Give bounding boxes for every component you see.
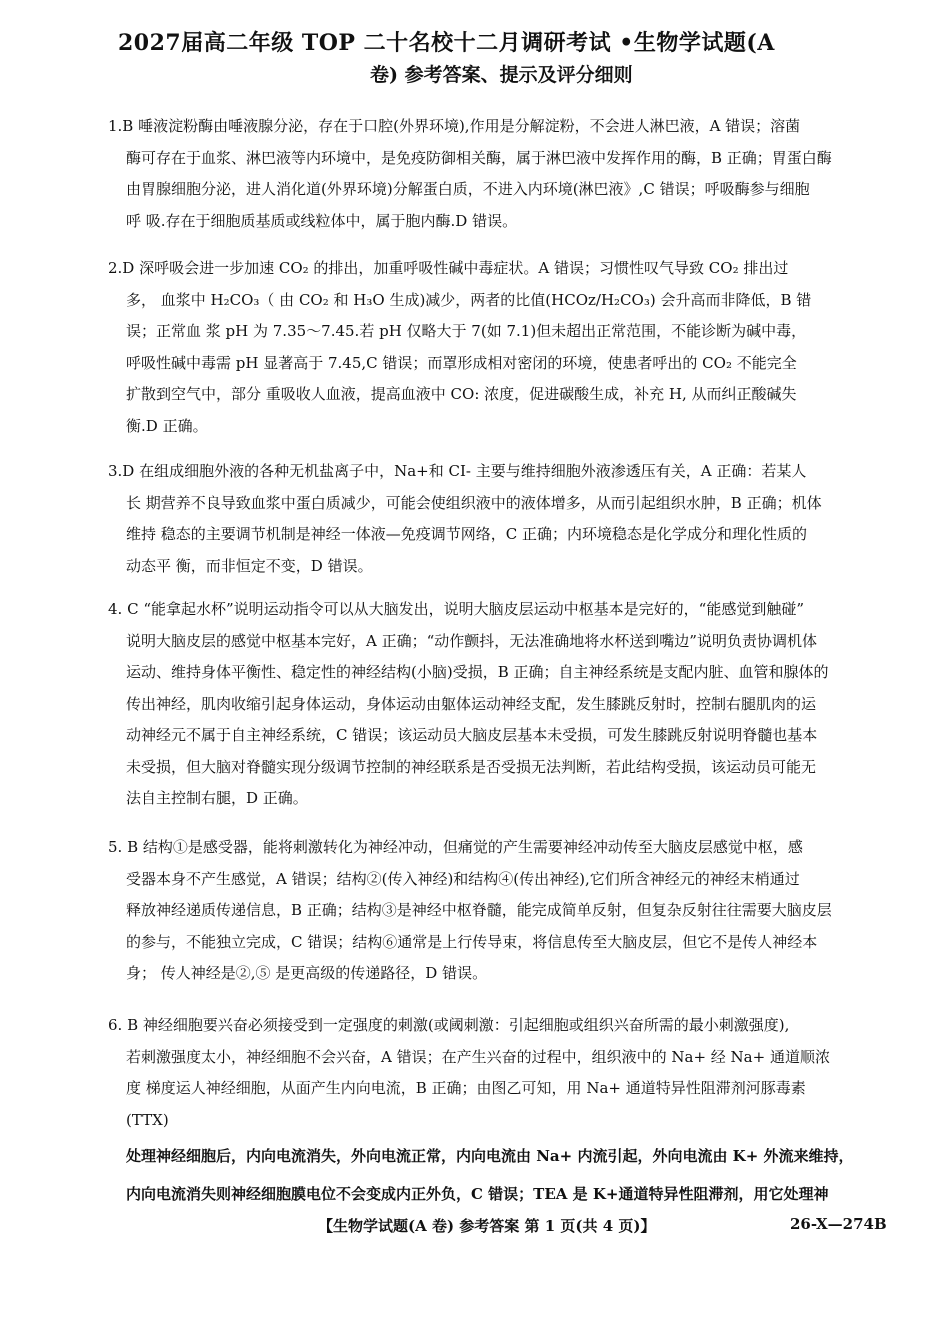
answer-line: 的参与，不能独立完成，C 错误；结构⑥通常是上行传导束，将信息传至大脑皮层，但它不是传人神经本 <box>126 932 818 951</box>
answer-line: 未受损，但大脑对脊髓实现分级调节控制的神经联系是否受损无法判断，若此结构受损，该运动员可能无 <box>126 757 817 776</box>
page-footer: 【生物学试题(A 卷) 参考答案 第 1 页(共 4 页)】 <box>318 1217 656 1235</box>
bold-answer-line: 处理神经细胞后，内向电流消失，外向电流正常，内向电流由 Na+ 内流引起，外向电流由 K+ 外流来维持， <box>126 1147 854 1165</box>
answer-line: 衡.D 正确。 <box>126 416 208 435</box>
answer-line: 长 期营养不良导致血浆中蛋白质减少，可能会使组织液中的液体增多，从而引起组织水肿，B 正确；机体 <box>126 493 822 512</box>
answer-line: 由胃腺细胞分泌，进人消化道(外界环境)分解蛋白质，不进入内环境(淋巴液》,C 错误；呼吸酶参与细胞 <box>126 180 810 198</box>
answer-line: (TTX) <box>126 1110 169 1129</box>
answer-line: 误；正常血 浆 pH 为 7.35～7.45.若 pH 仅略大于 7(如 7.1)但未超出正常范围，不能诊断为碱中毒， <box>126 322 807 340</box>
bold-answer-line: 内向电流消失则神经细胞膜电位不会变成内正外负，C 错误；TEA 是 K+通道特异性阻滞剂，用它处理神 <box>126 1185 829 1203</box>
answer-line: 3.D 在组成细胞外液的各种无机盐离子中，Na+和 CI- 主要与维持细胞外液渗透压有关，A 正确：若某人 <box>108 462 807 480</box>
answer-line: 法自主控制右腿，D 正确。 <box>126 789 308 807</box>
answer-line: 传出神经，肌肉收缩引起身体运动，身体运动由躯体运动神经支配，发生膝跳反射时，控制右腿肌肉的运 <box>126 694 817 713</box>
answer-item-1 <box>108 111 903 237</box>
document-code: 26-X—274B <box>790 1215 887 1233</box>
answer-line: 动神经元不属于自主神经系统，C 错误；该运动员大脑皮层基本未受损，可发生膝跳反射说明脊髓也基本 <box>126 726 818 744</box>
answer-line: 度 梯度运人神经细胞，从面产生内向电流，B 正确；由图乙可知，用 Na+ 通道特异性阻滞剂河豚毒素 <box>126 1079 806 1097</box>
answer-line: 说明大脑皮层的感觉中枢基本完好，A 正确；“动作颤抖，无法准确地将水杯送到嘴边”说明负责协调机体 <box>126 631 817 650</box>
answer-item-2 <box>108 253 903 442</box>
answer-line: 酶可存在于血浆、淋巴液等内环境中，是免疫防御相关酶，属于淋巴液中发挥作用的酶，B 正确；胃蛋白酶 <box>126 148 832 167</box>
answer-item-6 <box>108 1010 903 1136</box>
answer-line: 动态平 衡，而非恒定不变，D 错误。 <box>126 556 373 575</box>
answer-line: 2.D 深呼吸会进一步加速 CO₂ 的排出，加重呼吸性碱中毒症状。A 错误；习惯性叹气导致 CO₂ 排出过 <box>108 259 789 277</box>
answer-line: 若刺激强度太小，神经细胞不会兴奋，A 错误；在产生兴奋的过程中，组织液中的 Na+ 经 Na+ 通道顺浓 <box>126 1047 830 1066</box>
answer-line: 5. B 结构①是感受器，能将刺激转化为神经冲动，但痛觉的产生需要神经冲动传至大脑皮层感觉中枢，感 <box>108 838 803 856</box>
page-subtitle: 卷) 参考答案、提示及评分细则 <box>370 64 633 86</box>
answer-line: 维持 稳态的主要调节机制是神经一体液—免疫调节网络，C 正确；内环境稳态是化学成分和理化性质的 <box>126 525 808 543</box>
answer-line: 4. C “能拿起水杯”说明运动指令可以从大脑发出，说明大脑皮层运动中枢基本是完好的，“能感觉到触碰” <box>108 600 805 618</box>
answer-line: 运动、维持身体平衡性、稳定性的神经结构(小脑)受损，B 正确；自主神经系统是支配内脏、血管和腺体的 <box>126 663 829 681</box>
answer-line: 扩散到空气中，部分 重吸收人血液，提高血液中 CO: 浓度，促进碳酸生成，补充 H, 从而纠正酸碱失 <box>126 385 797 403</box>
answer-item-4 <box>108 594 903 815</box>
answer-line: 受器本身不产生感觉，A 错误；结构②(传入神经)和结构④(传出神经),它们所含神经元的神经末梢通过 <box>126 869 800 888</box>
answer-line: 多， 血浆中 H₂CO₃（ 由 CO₂ 和 H₃O 生成)减少，两者的比值(HCOz/H₂CO₃) 会升高而非降低，B 错 <box>126 290 812 309</box>
answer-line: 呼 吸.存在于细胞质基质或线粒体中，属于胞内酶.D 错误。 <box>126 211 518 230</box>
answer-line: 1.B 唾液淀粉酶由唾液腺分泌，存在于口腔(外界环境),作用是分解淀粉，不会进人淋巴液，A 错误；溶菌 <box>108 117 801 135</box>
page-title: 2027届高二年级 TOP 二十名校十二月调研考试 •生物学试题(A <box>118 30 775 56</box>
answer-item-5 <box>108 832 903 990</box>
answer-line: 6. B 神经细胞要兴奋必须接受到一定强度的刺激(或阈刺激：引起细胞或组织兴奋所需的最小刺激强度), <box>108 1016 790 1034</box>
answer-line: 释放神经递质传递信息，B 正确；结构③是神经中枢脊髓，能完成简单反射，但复杂反射往往需要大脑皮层 <box>126 901 832 919</box>
answer-line: 身； 传人神经是②,⑤ 是更高级的传递路径，D 错误。 <box>126 964 488 982</box>
answer-item-3 <box>108 456 903 582</box>
answer-line: 呼吸性碱中毒需 pH 显著高于 7.45,C 错误；而罩形成相对密闭的环境，使患者呼出的 CO₂ 不能完全 <box>126 353 797 372</box>
